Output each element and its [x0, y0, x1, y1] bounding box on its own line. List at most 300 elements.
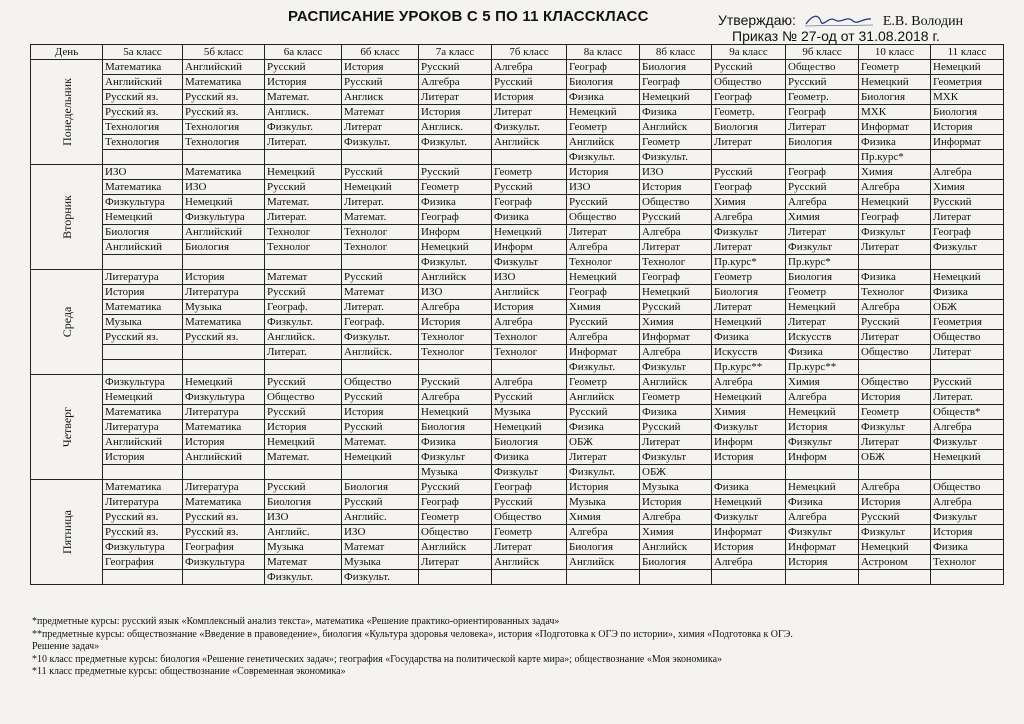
lesson-cell: Общество	[640, 195, 712, 210]
lesson-cell: Литерат.	[342, 195, 419, 210]
lesson-cell: Немецкий	[859, 195, 931, 210]
lesson-cell: Биология	[342, 480, 419, 495]
lesson-cell: Биология	[183, 240, 265, 255]
lesson-cell: Английск	[492, 555, 567, 570]
lesson-cell: Геометр	[492, 165, 567, 180]
lesson-cell	[492, 150, 567, 165]
lesson-cell: Математика	[103, 60, 183, 75]
lesson-row	[31, 210, 1004, 225]
lesson-cell: Русский яз.	[183, 510, 265, 525]
lesson-cell: Информ	[786, 450, 859, 465]
lesson-cell: Химия	[931, 180, 1004, 195]
lesson-cell	[931, 570, 1004, 585]
lesson-cell	[786, 570, 859, 585]
lesson-cell: Физкульт	[786, 525, 859, 540]
class-header: 5а класс	[103, 45, 183, 60]
class-header: 7б класс	[492, 45, 567, 60]
lesson-cell	[103, 465, 183, 480]
lesson-cell: ОБЖ	[640, 465, 712, 480]
lesson-cell: История	[342, 60, 419, 75]
lesson-cell: ИЗО	[265, 510, 342, 525]
lesson-cell: Физкульт	[640, 360, 712, 375]
lesson-cell: ИЗО	[640, 165, 712, 180]
lesson-cell: Англиск.	[419, 120, 492, 135]
lesson-cell: Физика	[640, 105, 712, 120]
lesson-cell: Математ	[265, 270, 342, 285]
lesson-cell	[183, 570, 265, 585]
lesson-cell: Алгебра	[640, 345, 712, 360]
lesson-cell: Географ	[859, 210, 931, 225]
lesson-cell: Геометр	[567, 375, 640, 390]
lesson-cell: Астроном	[859, 555, 931, 570]
lesson-cell: Физика	[492, 450, 567, 465]
lesson-cell: Русский яз.	[103, 330, 183, 345]
lesson-cell: Алгебра	[931, 420, 1004, 435]
lesson-row	[31, 450, 1004, 465]
lesson-cell: Химия	[640, 525, 712, 540]
lesson-cell: Геометр	[567, 120, 640, 135]
lesson-cell: Физкульт	[786, 240, 859, 255]
lesson-cell: История	[786, 420, 859, 435]
lesson-cell: Английск	[419, 270, 492, 285]
lesson-cell	[265, 360, 342, 375]
lesson-cell: Общество	[567, 210, 640, 225]
lesson-row	[31, 330, 1004, 345]
lesson-cell: Русский	[567, 405, 640, 420]
lesson-row	[31, 315, 1004, 330]
lesson-cell: Технолог	[859, 285, 931, 300]
lesson-cell: Немецкий	[640, 90, 712, 105]
lesson-cell: Литерат	[342, 120, 419, 135]
lesson-cell: Немецкий	[265, 435, 342, 450]
lesson-row	[31, 90, 1004, 105]
lesson-cell: Русский	[640, 300, 712, 315]
lesson-cell: Литерат	[712, 135, 786, 150]
lesson-cell: Технолог	[640, 255, 712, 270]
lesson-cell: Немецкий	[712, 495, 786, 510]
lesson-cell: Математ	[342, 285, 419, 300]
lesson-cell: Немецкий	[786, 300, 859, 315]
lesson-cell: Физика	[712, 480, 786, 495]
lesson-cell: Физика	[567, 90, 640, 105]
lesson-cell: Музыка	[640, 480, 712, 495]
lesson-cell	[419, 360, 492, 375]
lesson-cell: Физкультура	[183, 555, 265, 570]
lesson-cell: География	[103, 555, 183, 570]
lesson-cell: ИЗО	[342, 525, 419, 540]
lesson-cell: Физика	[640, 405, 712, 420]
day-cell	[31, 270, 103, 375]
lesson-cell: Английск	[492, 285, 567, 300]
lesson-cell: Английс.	[342, 510, 419, 525]
lesson-cell: Русский	[492, 495, 567, 510]
lesson-cell: Общество	[712, 75, 786, 90]
lesson-cell: Технолог	[342, 240, 419, 255]
lesson-cell: Немецкий	[567, 270, 640, 285]
footnote-line: *10 класс предметные курсы: биология «Решение генетических задач»; география «Государства на политической карте мира»; обществознание «Моя экономика»	[32, 653, 723, 665]
lesson-cell: История	[492, 300, 567, 315]
lesson-row	[31, 195, 1004, 210]
class-header: 6а класс	[265, 45, 342, 60]
lesson-cell: Физкульт	[931, 435, 1004, 450]
lesson-cell: Алгебра	[567, 330, 640, 345]
lesson-cell: Русский	[342, 495, 419, 510]
lesson-cell: Информ	[419, 225, 492, 240]
lesson-row	[31, 555, 1004, 570]
lesson-cell	[492, 360, 567, 375]
class-header: 8а класс	[567, 45, 640, 60]
lesson-cell: Биология	[419, 420, 492, 435]
lesson-cell: Музыка	[419, 465, 492, 480]
lesson-cell: Английск	[567, 135, 640, 150]
day-column-header: День	[31, 45, 103, 60]
lesson-cell: Технолог	[931, 555, 1004, 570]
lesson-cell: Алгебра	[786, 390, 859, 405]
schedule-table	[30, 44, 1004, 585]
lesson-cell: Музыка	[567, 495, 640, 510]
lesson-cell: Информат	[931, 135, 1004, 150]
lesson-cell: Химия	[567, 300, 640, 315]
lesson-cell: Геометр	[419, 180, 492, 195]
lesson-cell: Технолог	[419, 345, 492, 360]
lesson-cell: Физкульт	[492, 255, 567, 270]
day-label: Среда	[59, 306, 74, 338]
day-cell	[31, 165, 103, 270]
day-cell	[31, 480, 103, 585]
lesson-cell: Пр.курс*	[859, 150, 931, 165]
lesson-cell: Физкульт.	[640, 150, 712, 165]
lesson-cell	[419, 570, 492, 585]
lesson-cell: Английск	[640, 120, 712, 135]
lesson-cell: Литерат	[712, 300, 786, 315]
lesson-cell: Технология	[103, 135, 183, 150]
lesson-row	[31, 375, 1004, 390]
lesson-row	[31, 60, 1004, 75]
lesson-cell: Географ	[419, 210, 492, 225]
lesson-cell: Физкульт	[859, 420, 931, 435]
footnote-line: *11 класс предметные курсы: обществознание «Современная экономика»	[32, 666, 346, 678]
lesson-cell: Информ	[492, 240, 567, 255]
lesson-cell: Литература	[103, 495, 183, 510]
lesson-cell: Геометрия	[931, 315, 1004, 330]
lesson-row	[31, 435, 1004, 450]
lesson-cell: Технолог	[567, 255, 640, 270]
lesson-cell: Физкультура	[183, 210, 265, 225]
lesson-cell: Общество	[786, 60, 859, 75]
lesson-cell: Обществ*	[931, 405, 1004, 420]
lesson-cell: Математ.	[265, 195, 342, 210]
day-label: Вторник	[59, 195, 74, 239]
lesson-cell: Русский	[492, 75, 567, 90]
lesson-cell: Технолог	[265, 225, 342, 240]
lesson-cell: Немецкий	[786, 480, 859, 495]
lesson-cell	[859, 570, 931, 585]
lesson-cell: Математика	[183, 495, 265, 510]
lesson-cell: Физкульт	[931, 510, 1004, 525]
lesson-row	[31, 345, 1004, 360]
lesson-cell: Немецкий	[786, 405, 859, 420]
lesson-cell	[712, 465, 786, 480]
approve-label: Утверждаю:	[718, 12, 796, 28]
lesson-cell	[183, 255, 265, 270]
lesson-cell	[342, 255, 419, 270]
lesson-cell: Физика	[931, 285, 1004, 300]
lesson-cell: Химия	[640, 315, 712, 330]
lesson-cell	[931, 360, 1004, 375]
lesson-cell: Физкульт	[640, 450, 712, 465]
lesson-cell: Географ	[492, 480, 567, 495]
lesson-cell: Алгебра	[712, 210, 786, 225]
lesson-row	[31, 495, 1004, 510]
lesson-cell: Биология	[265, 495, 342, 510]
lesson-cell: Физкульт.	[567, 360, 640, 375]
lesson-cell: Технология	[183, 135, 265, 150]
lesson-cell: Информ	[712, 435, 786, 450]
lesson-cell	[183, 465, 265, 480]
lesson-cell: Химия	[786, 375, 859, 390]
lesson-cell: Английск	[567, 390, 640, 405]
lesson-cell: Геометр	[492, 525, 567, 540]
lesson-cell: Технолог	[492, 345, 567, 360]
lesson-cell: Математ.	[265, 450, 342, 465]
lesson-cell: Общество	[342, 375, 419, 390]
lesson-cell: Физкульт.	[265, 120, 342, 135]
lesson-cell	[419, 150, 492, 165]
lesson-cell: Физкульт.	[419, 135, 492, 150]
lesson-cell: Географ	[567, 60, 640, 75]
lesson-cell: Русский	[265, 285, 342, 300]
lesson-cell: Физкультура	[103, 195, 183, 210]
signature-mark	[803, 12, 875, 28]
lesson-cell: Русский яз.	[103, 105, 183, 120]
lesson-cell: Немецкий	[931, 60, 1004, 75]
lesson-cell: История	[419, 315, 492, 330]
lesson-cell: Русский	[342, 270, 419, 285]
day-label: Четверг	[59, 406, 74, 448]
lesson-cell: Английский	[103, 75, 183, 90]
lesson-cell: Литерат	[786, 315, 859, 330]
lesson-cell	[931, 465, 1004, 480]
lesson-cell	[342, 465, 419, 480]
lesson-cell: Музыка	[183, 300, 265, 315]
lesson-cell: Литерат	[859, 435, 931, 450]
lesson-cell: Немецкий	[183, 195, 265, 210]
lesson-cell	[859, 360, 931, 375]
lesson-cell: Музыка	[492, 405, 567, 420]
lesson-cell: Искусств	[786, 330, 859, 345]
lesson-cell: Общество	[859, 345, 931, 360]
lesson-cell: Английск.	[342, 345, 419, 360]
lesson-cell: Немецкий	[931, 450, 1004, 465]
lesson-cell	[342, 360, 419, 375]
lesson-cell: Русский	[265, 480, 342, 495]
lesson-cell: Географ	[419, 495, 492, 510]
lesson-cell: Русский	[342, 420, 419, 435]
lesson-cell: Химия	[859, 165, 931, 180]
lesson-cell: Физика	[712, 330, 786, 345]
footnote-line: Решение задач»	[32, 641, 100, 653]
lesson-cell	[183, 345, 265, 360]
lesson-cell: Литерат.	[265, 345, 342, 360]
lesson-row	[31, 525, 1004, 540]
lesson-cell: Русский	[265, 405, 342, 420]
lesson-cell	[786, 465, 859, 480]
lesson-row	[31, 240, 1004, 255]
lesson-cell: Русский	[265, 60, 342, 75]
lesson-cell: Геометр	[640, 390, 712, 405]
lesson-cell: Литерат.	[342, 300, 419, 315]
lesson-cell: Русский яз.	[103, 90, 183, 105]
page-title: РАСПИСАНИЕ УРОКОВ С 5 ПО 11 КЛАССКЛАСС	[288, 8, 649, 25]
lesson-cell	[103, 150, 183, 165]
lesson-cell: Физкультура	[183, 390, 265, 405]
lesson-cell: Химия	[567, 510, 640, 525]
lesson-cell: Русский	[931, 195, 1004, 210]
day-label: Понедельник	[59, 78, 74, 146]
lesson-cell: Алгебра	[419, 390, 492, 405]
lesson-cell: Немецкий	[931, 270, 1004, 285]
lesson-cell: Технология	[103, 120, 183, 135]
lesson-cell: Общество	[265, 390, 342, 405]
lesson-cell: Технология	[183, 120, 265, 135]
lesson-cell: Математика	[103, 405, 183, 420]
lesson-cell	[265, 465, 342, 480]
lesson-cell: Русский	[342, 165, 419, 180]
lesson-cell: Английск.	[265, 330, 342, 345]
lesson-cell: Географ.	[265, 300, 342, 315]
lesson-cell: Физкульт	[712, 225, 786, 240]
lesson-cell: Литерат	[859, 330, 931, 345]
lesson-cell: История	[265, 75, 342, 90]
lesson-cell: Математ	[342, 105, 419, 120]
lesson-cell: Пр.курс**	[786, 360, 859, 375]
lesson-cell: Англиск.	[265, 105, 342, 120]
lesson-cell: Математика	[183, 315, 265, 330]
class-header: 7а класс	[419, 45, 492, 60]
lesson-cell: Географ	[567, 285, 640, 300]
lesson-cell	[265, 150, 342, 165]
lesson-cell: Немецкий	[265, 165, 342, 180]
lesson-cell	[931, 255, 1004, 270]
lesson-cell: Физкульт.	[567, 150, 640, 165]
lesson-cell: Общество	[931, 330, 1004, 345]
lesson-cell: ОБЖ	[567, 435, 640, 450]
lesson-cell	[183, 360, 265, 375]
lesson-cell: Геометр	[859, 60, 931, 75]
lesson-cell: Алгебра	[786, 510, 859, 525]
lesson-cell: Литерат	[786, 225, 859, 240]
lesson-cell: Биология	[786, 135, 859, 150]
lesson-row	[31, 420, 1004, 435]
lesson-cell: Информат	[640, 330, 712, 345]
lesson-cell: Физика	[931, 540, 1004, 555]
lesson-cell: Физкульт.	[342, 330, 419, 345]
lesson-cell: ИЗО	[103, 165, 183, 180]
class-header: 10 класс	[859, 45, 931, 60]
lesson-cell: Физкультура	[103, 375, 183, 390]
lesson-cell: Русский яз.	[183, 330, 265, 345]
lesson-row	[31, 465, 1004, 480]
lesson-cell: Физика	[786, 495, 859, 510]
lesson-cell: Информат	[859, 120, 931, 135]
lesson-cell: Алгебра	[859, 180, 931, 195]
lesson-cell: Физкульт.	[265, 570, 342, 585]
lesson-cell: Литерат	[931, 210, 1004, 225]
lesson-cell	[786, 150, 859, 165]
lesson-row	[31, 360, 1004, 375]
lesson-cell: Физкульт	[419, 450, 492, 465]
lesson-cell: Химия	[712, 405, 786, 420]
lesson-cell: Немецкий	[492, 225, 567, 240]
lesson-cell: История	[931, 120, 1004, 135]
lesson-cell: Английск	[419, 540, 492, 555]
lesson-cell: Литерат	[567, 450, 640, 465]
lesson-cell: ИЗО	[183, 180, 265, 195]
lesson-row	[31, 480, 1004, 495]
lesson-cell: Математ.	[342, 210, 419, 225]
lesson-cell: Немецкий	[342, 450, 419, 465]
lesson-cell: Алгебра	[567, 240, 640, 255]
approver-name: Е.В. Володин	[882, 14, 964, 29]
lesson-cell: История	[786, 555, 859, 570]
lesson-cell: Пр.курс**	[712, 360, 786, 375]
lesson-cell: Математика	[183, 165, 265, 180]
day-cell	[31, 375, 103, 480]
lesson-cell: Химия	[712, 195, 786, 210]
lesson-cell: Математ.	[265, 90, 342, 105]
lesson-cell: Английск	[640, 540, 712, 555]
lesson-cell: Геометр	[859, 405, 931, 420]
lesson-cell: Русский яз.	[183, 105, 265, 120]
lesson-cell: Литерат.	[265, 135, 342, 150]
lesson-cell: Математика	[183, 420, 265, 435]
lesson-cell: Русский	[265, 375, 342, 390]
lesson-cell: Математ	[342, 540, 419, 555]
lesson-cell: Биология	[712, 120, 786, 135]
lesson-cell: Алгебра	[712, 555, 786, 570]
lesson-cell: Русский	[419, 480, 492, 495]
lesson-cell: Географ	[712, 180, 786, 195]
lesson-cell: Биология	[931, 105, 1004, 120]
lesson-row	[31, 120, 1004, 135]
lesson-row	[31, 300, 1004, 315]
lesson-cell: ОБЖ	[931, 300, 1004, 315]
lesson-cell: Физкульт.	[492, 120, 567, 135]
lesson-cell: Немецкий	[103, 390, 183, 405]
class-header: 5б класс	[183, 45, 265, 60]
lesson-cell: Общество	[419, 525, 492, 540]
lesson-cell: Физкульт.	[567, 465, 640, 480]
lesson-cell: Русский	[859, 510, 931, 525]
lesson-cell: Литература	[103, 270, 183, 285]
lesson-cell: Математика	[103, 180, 183, 195]
lesson-cell: Алгебра	[712, 375, 786, 390]
lesson-cell	[265, 255, 342, 270]
lesson-cell: Биология	[712, 285, 786, 300]
lesson-cell	[931, 150, 1004, 165]
lesson-cell: МХК	[859, 105, 931, 120]
lesson-cell: Алгебра	[419, 300, 492, 315]
lesson-cell: Английск	[567, 555, 640, 570]
lesson-cell: Литература	[183, 480, 265, 495]
class-header: 6б класс	[342, 45, 419, 60]
lesson-row	[31, 285, 1004, 300]
lesson-cell: Русский	[342, 75, 419, 90]
lesson-cell: Алгебра	[640, 225, 712, 240]
lesson-cell: Технолог	[492, 330, 567, 345]
lesson-cell: Немецкий	[859, 75, 931, 90]
lesson-cell: Алгебра	[492, 315, 567, 330]
